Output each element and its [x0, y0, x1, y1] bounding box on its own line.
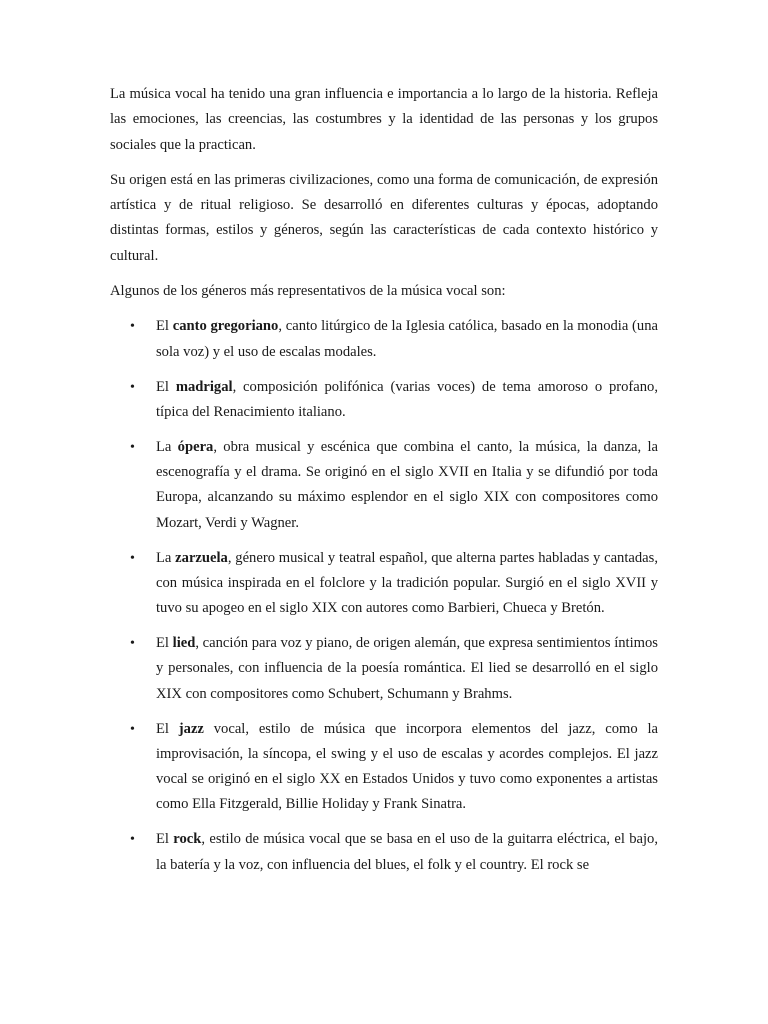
item-text: , obra musical y escénica que combina el canto, la música, la danza, la escenografía y el drama. Se originó en el siglo XVII en Italia y se difundió por toda Europa, alcanzando su máximo esplendor en el siglo XIX con compositores como Mozart, Verdi y Wagner.: [156, 438, 658, 531]
item-prefix: El: [156, 378, 176, 395]
bullet-icon: •: [130, 550, 135, 566]
list-item-lied: [110, 631, 658, 707]
origin-paragraph: Su origen está en las primeras civilizaciones, como una forma de comunicación, de expresión artística y de ritual religioso. Se desarrolló en diferentes culturas y épocas, adoptando distintas formas, estilos y géneros, según las características de cada contexto histórico y cultural.: [110, 171, 658, 264]
item-term: ópera: [177, 438, 214, 455]
bullet-icon: •: [130, 439, 135, 455]
item-text: , estilo de música vocal que se basa en el uso de la guitarra eléctrica, el bajo, la batería y la voz, con influencia del blues, el folk y el country. El rock se: [156, 831, 658, 873]
item-term: lied: [172, 635, 196, 652]
document-body: [110, 82, 658, 887]
item-term: canto gregoriano: [172, 318, 279, 335]
item-text: , composición polifónica (varias voces) de tema amoroso o profano, típica del Renacimiento italiano.: [156, 378, 658, 420]
list-item-opera: [110, 435, 658, 536]
genres-intro-paragraph: Algunos de los géneros más representativos de la música vocal son:: [110, 283, 506, 300]
item-prefix: El: [156, 831, 174, 848]
item-text: vocal, estilo de música que incorpora elementos del jazz, como la improvisación, la síncopa, el swing y el uso de escalas y acordes complejos. El jazz vocal se originó en el siglo XX en Estados Unidos y tuvo como exponentes a artistas como Ella Fitzgerald, Billie Holiday y Frank Sinatra.: [156, 720, 658, 813]
item-text: , canto litúrgico de la Iglesia católica, basado en la monodia (una sola voz) y el uso de escalas modales.: [156, 318, 658, 360]
list-item-jazz: [110, 717, 658, 818]
item-text: , género musical y teatral español, que alterna partes habladas y cantadas, con música inspirada en el folclore y la tradición popular. Surgió en el siglo XVII y tuvo su apogeo en el siglo XIX con autores como Barbieri, Chueca y Bretón.: [156, 549, 658, 617]
bullet-icon: •: [130, 319, 135, 335]
list-item-zarzuela: [110, 546, 658, 622]
item-term: madrigal: [175, 378, 233, 395]
bullet-icon: •: [130, 721, 135, 737]
list-item-madrigal: [110, 375, 658, 426]
bullet-icon: •: [130, 636, 135, 652]
item-prefix: El: [156, 635, 173, 652]
list-item-rock: [110, 827, 658, 878]
item-prefix: El: [156, 318, 173, 335]
item-prefix: La: [156, 549, 176, 566]
item-term: jazz: [178, 720, 204, 737]
bullet-icon: •: [130, 832, 135, 848]
list-item-canto-gregoriano: [110, 314, 658, 365]
item-term: rock: [173, 831, 202, 848]
bullet-icon: •: [130, 379, 135, 395]
item-text: , canción para voz y piano, de origen alemán, que expresa sentimientos íntimos y personales, con influencia de la poesía romántica. El lied se desarrolló en el siglo XIX con compositores como Schubert, Schumann y Brahms.: [156, 635, 658, 702]
genres-list: [110, 314, 658, 878]
item-prefix: La: [156, 438, 178, 455]
item-term: zarzuela: [175, 549, 228, 566]
intro-paragraph: La música vocal ha tenido una gran influencia e importancia a lo largo de la historia. Refleja las emociones, las creencias, las costumbres y la identidad de las personas y los grupos sociales que la practican.: [110, 86, 658, 153]
item-prefix: El: [156, 720, 179, 737]
